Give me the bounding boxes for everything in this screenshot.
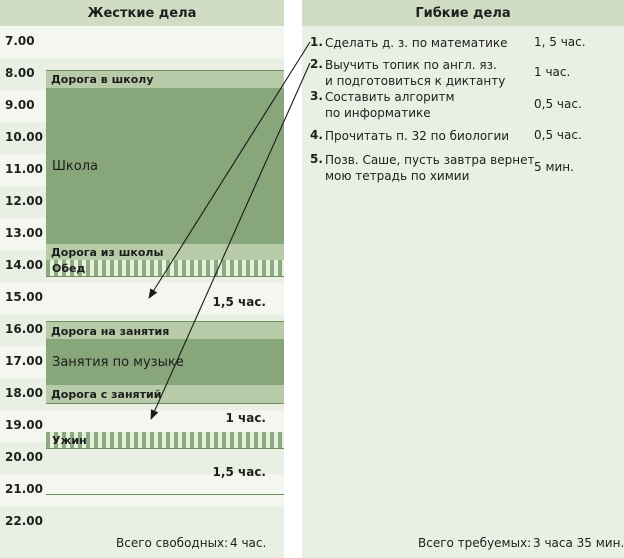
task-line: Позв. Саше, пусть завтра вернет (325, 153, 535, 167)
hour-label: 16.00 (5, 322, 43, 336)
task-line: Прочитать п. 32 по биологии (325, 129, 510, 143)
hour-label: 19.00 (5, 418, 43, 432)
flexible-tasks-header: Гибкие дела (302, 0, 624, 26)
task-line: и подготовиться к диктанту (325, 74, 506, 88)
hour-label: 7.00 (5, 34, 35, 48)
hour-label: 20.00 (5, 450, 43, 464)
task-number: 3. (310, 89, 323, 103)
task-duration: 0,5 час. (534, 97, 582, 111)
hour-label: 22.00 (5, 514, 43, 528)
fixed-tasks-header: Жесткие дела (0, 0, 284, 26)
dinner-label: Ужин (52, 434, 87, 447)
free-time-label: 1 час. (225, 411, 266, 425)
hour-label: 10.00 (5, 130, 43, 144)
road-to-class-label: Дорога на занятия (51, 325, 170, 338)
hour-label: 13.00 (5, 226, 43, 240)
task-number: 2. (310, 57, 323, 71)
arrow-task1-to-slot1 (149, 42, 310, 298)
hour-label: 18.00 (5, 386, 43, 400)
road-from-school-label: Дорога из школы (51, 246, 164, 259)
task-line: по информатике (325, 106, 431, 120)
hour-label: 17.00 (5, 354, 43, 368)
hour-label: 14.00 (5, 258, 43, 272)
hour-label: 21.00 (5, 482, 43, 496)
total-required-label: Всего требуемых: (418, 536, 532, 550)
total-required-value: 3 часа 35 мин. (533, 536, 624, 550)
task-line: Выучить топик по англ. яз. (325, 58, 497, 72)
total-free-value: 4 час. (230, 536, 267, 550)
task-line: мою тетрадь по химии (325, 169, 470, 183)
road-from-class-label: Дорога с занятий (51, 388, 162, 401)
free-time-label: 1,5 час. (212, 465, 266, 479)
hour-label: 12.00 (5, 194, 43, 208)
task-duration: 0,5 час. (534, 128, 582, 142)
task-number: 5. (310, 152, 323, 166)
hour-label: 15.00 (5, 290, 43, 304)
school-label: Школа (52, 159, 98, 174)
total-free-label: Всего свободных: (116, 536, 229, 550)
task-duration: 5 мин. (534, 160, 574, 174)
free-time-label: 1,5 час. (212, 295, 266, 309)
task-number: 4. (310, 128, 323, 142)
hour-label: 11.00 (5, 162, 43, 176)
task-duration: 1, 5 час. (534, 35, 586, 49)
hour-label: 8.00 (5, 66, 35, 80)
task-line: Сделать д. з. по математике (325, 36, 508, 50)
task-number: 1. (310, 35, 323, 49)
lunch-label: Обед (52, 262, 86, 275)
task-line: Составить алгоритм (325, 90, 455, 104)
task-duration: 1 час. (534, 65, 571, 79)
hour-label: 9.00 (5, 98, 35, 112)
road-to-school-label: Дорога в школу (51, 73, 154, 86)
music-label: Занятия по музыке (52, 355, 184, 370)
arrow-task2-to-slot2 (151, 63, 310, 419)
